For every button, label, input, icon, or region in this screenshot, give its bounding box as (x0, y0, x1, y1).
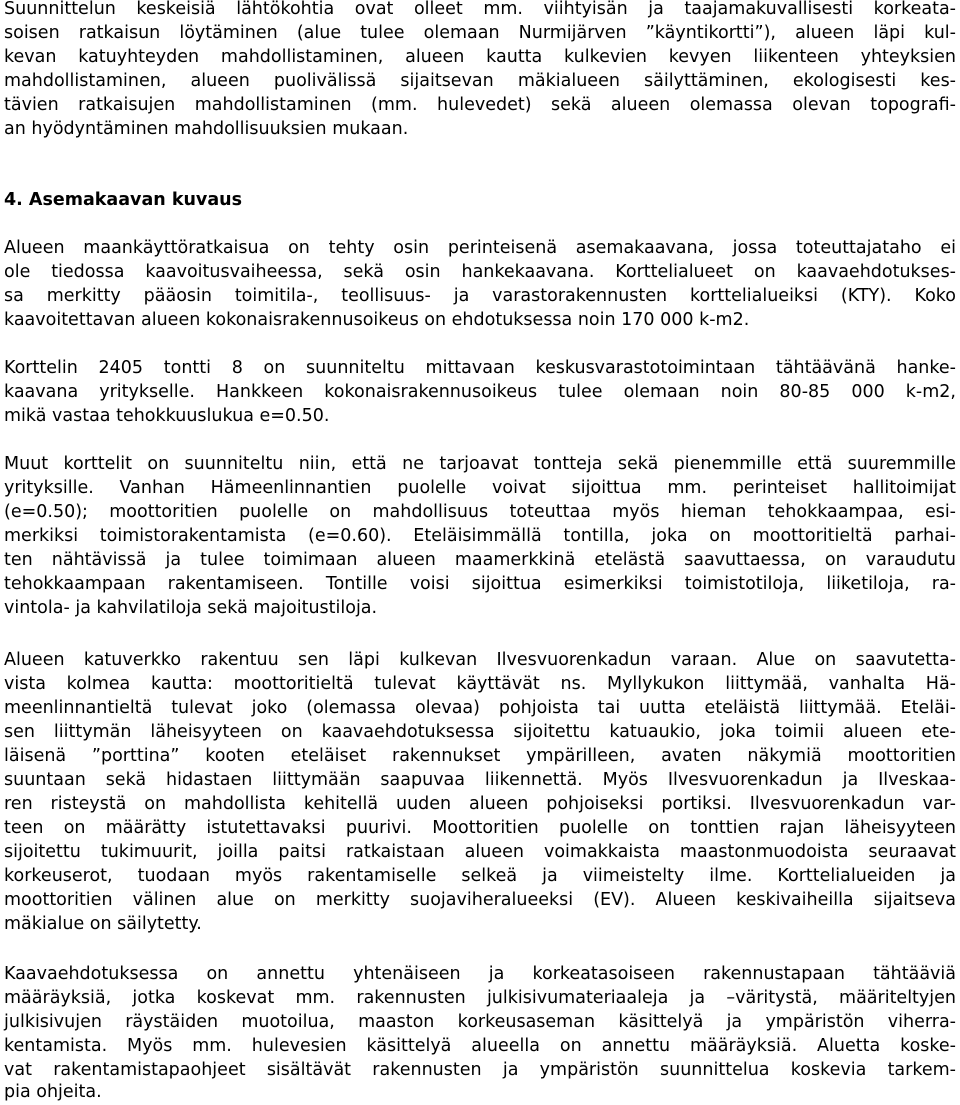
text-line: ole tiedossa kaavoitusvaiheessa, sekä osin hankekaavana. Korttelialueet on kaavaehdotukses- (4, 262, 956, 282)
text-line: meenlinnantieltä tulevat joko (olemassa olevaa) pohjoista tai uutta eteläistä liittymää. Eteläi- (4, 698, 956, 718)
text-line: (e=0.50); moottoritien puolelle on mahdollisuus toteuttaa myös hieman tehokkaampaa, esi- (4, 502, 956, 522)
text-line: sen liittymän läheisyyteen on kaavaehdotuksessa sijoitettu katuaukio, joka toimii alueen ete- (4, 722, 956, 742)
text-line: Alueen katuverkko rakentuu sen läpi kulkevan Ilvesvuorenkadun varaan. Alue on saavutetta- (4, 650, 956, 670)
text-line: tävien ratkaisujen mahdollistaminen (mm. hulevedet) sekä alueen olemassa olevan topografi- (4, 95, 956, 115)
text-line: mikä vastaa tehokkuuslukua e=0.50. (4, 406, 330, 426)
section-heading: 4. Asemakaavan kuvaus (4, 190, 243, 210)
text-line: tehokkaampaan rakentamiseen. Tontille voisi sijoittua esimerkiksi toimistotiloja, liiketiloja, ra- (4, 574, 956, 594)
text-line: kaavoitettavan alueen kokonaisrakennusoikeus on ehdotuksessa noin 170 000 k-m2. (4, 310, 750, 330)
text-line: vista kolmea kautta: moottoritieltä tulevat käyttävät ns. Myllykukon liittymää, vanhalta Hä- (4, 674, 956, 694)
text-line: korkeuserot, tuodaan myös rakentamiselle selkeä ja viimeistelty ilme. Korttelialueiden ja (4, 866, 956, 886)
text-line: moottoritien välinen alue on merkitty suojaviheralueeksi (EV). Alueen keskivaiheilla sijaitseva (4, 890, 956, 910)
text-line: teen on määrätty istutettavaksi puurivi. Moottoritien puolelle on tonttien rajan läheisyyteen (4, 818, 956, 838)
text-line: Muut korttelit on suunniteltu niin, että ne tarjoavat tontteja sekä pienemmille että suuremmille (4, 454, 956, 474)
text-line: sa merkitty pääosin toimitila-, teollisuus- ja varastorakennusten korttelialueiksi (KTY). Koko (4, 286, 956, 306)
text-line: julkisivujen räystäiden muotoilua, maaston korkeusaseman käsittelyä ja ympäristön viherra- (4, 1012, 956, 1032)
text-line: ten nähtävissä ja tulee toimimaan alueen maamerkkinä etelästä saavuttaessa, on varaudutu (4, 550, 956, 570)
text-line: kaavana yritykselle. Hankkeen kokonaisrakennusoikeus tulee olemaan noin 80-85 000 k-m2, (4, 382, 956, 402)
text-line: kevan katuyhteyden mahdollistaminen, alueen kautta kulkevien kevyen liikenteen yhteyksien (4, 47, 956, 67)
text-line: vat rakentamistapaohjeet sisältävät rakennusten ja ympäristön suunnittelua koskevia tarkem- (4, 1060, 956, 1080)
text-line: mäkialue on säilytetty. (4, 914, 202, 934)
text-line: Suunnittelun keskeisiä lähtökohtia ovat olleet mm. viihtyisän ja taajamakuvallisesti korkeata- (4, 0, 956, 19)
text-line: yrityksille. Vanhan Hämeenlinnantien puolelle voivat sijoittua mm. perinteiset hallitoimijat (4, 478, 956, 498)
text-line: merkiksi toimistorakentamista (e=0.60). Eteläisimmällä tontilla, joka on moottoritieltä parhai- (4, 526, 956, 546)
text-line: Alueen maankäyttöratkaisua on tehty osin perinteisenä asemakaavana, jossa toteuttajataho ei (4, 238, 956, 258)
text-line: pia ohjeita. (4, 1082, 102, 1102)
text-line: Korttelin 2405 tontti 8 on suunniteltu mittavaan keskusvarastotoimintaan tähtäävänä hanke- (4, 358, 956, 378)
text-line: kentamista. Myös mm. hulevesien käsittelyä alueella on annettu määräyksiä. Aluetta koske- (4, 1036, 956, 1056)
text-line: ren risteystä on mahdollista kehitellä uuden alueen pohjoiseksi portiksi. Ilvesvuorenkadun var- (4, 794, 956, 814)
text-line: suuntaan sekä hidastaen liittymään saapuvaa liikennettä. Myös Ilvesvuorenkadun ja Ilveskaa- (4, 770, 956, 790)
text-line: sijoitettu tukimuurit, joilla paitsi ratkaistaan alueen voimakkaista maastonmuodoista seuraavat (4, 842, 956, 862)
text-line: Kaavaehdotuksessa on annettu yhtenäiseen ja korkeatasoiseen rakennustapaan tähtääviä (4, 964, 956, 984)
text-line: mahdollistaminen, alueen puolivälissä sijaitsevan mäkialueen säilyttäminen, ekologisesti kes- (4, 71, 956, 91)
text-line: soisen ratkaisun löytäminen (alue tulee olemaan Nurmijärven ”käyntikortti”), alueen läpi kul- (4, 23, 956, 43)
text-line: määräyksiä, jotka koskevat mm. rakennusten julkisivumateriaaleja ja –väritystä, määriteltyjen (4, 988, 956, 1008)
text-line: läisenä ”porttina” kooten eteläiset rakennukset ympärilleen, avaten näkymiä moottoritien (4, 746, 956, 766)
text-line: vintola- ja kahvilatiloja sekä majoitustiloja. (4, 598, 378, 618)
text-line: an hyödyntäminen mahdollisuuksien mukaan. (4, 119, 409, 139)
